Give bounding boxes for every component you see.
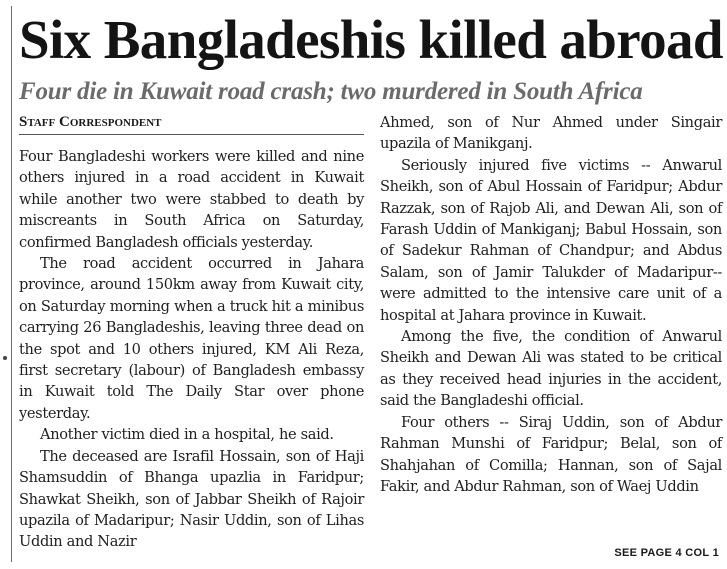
column-rule [11,6,12,562]
paragraph: The deceased are Israfil Hossain, son of Haji Shamsuddin of Bhanga upazlia in Faridpur; Shawkat Sheikh, son of Jabbar Sheikh of Rajoir upazila of Madaripur; Nasir Uddin, son of Lihas Uddin and Nazir [19,447,364,551]
subheadline: Four die in Kuwait road crash; two murdered in South Africa [19,78,643,105]
paragraph: Ahmed, son of Nur Ahmed under Singair upazila of Manikganj. [380,114,722,153]
paragraph: Four others -- Siraj Uddin, son of Abdur Rahman Munshi of Faridpur; Belal, son of Shahjahan of Comilla; Hannan, son of Sajal Fakir, and Abdur Rahman, son of Waej Uddin [380,413,722,495]
paragraph: Among the five, the condition of Anwarul Sheikh and Dewan Ali was stated to be critical as they received head injuries in the accident, said the Bangladeshi official. [380,328,722,410]
byline: Staff Correspondent [19,112,364,135]
paragraph: Four Bangladeshi workers were killed and nine others injured in a road accident in Kuwait while another two were stabbed to death by miscreants in South Africa on Saturday, confirmed Bangladesh officials yesterday. [19,148,364,251]
paragraph: Another victim died in a hospital, he said. [40,426,334,444]
continuation-note: SEE PAGE 4 COL 1 [614,547,719,559]
margin-mark [3,356,7,360]
paragraph: Seriously injured five victims -- Anwarul Sheikh, son of Abul Hossain of Faridpur; Abdur Razzak, son of Rajob Ali, and Dewan Ali, son of Farash Uddin of Mankiganj; Babul Hossain, son of Sadekur Rahman of Chandpur; and Abdus Salam, son of Jamir Talukder of Madaripur--were admitted to the intensive care unit of a hospital at Jahara province in Kuwait. [380,156,722,324]
article-column-left [19,146,364,553]
paragraph: The road accident occurred in Jahara province, around 150km away from Kuwait city, on Saturday morning when a truck hit a minibus carrying 26 Bangladeshis, leaving three dead on the spot and 10 others injured, KM Ali Reza, first secretary (labour) of Bangladesh embassy in Kuwait told The Daily Star over phone yesterday. [19,255,364,422]
article-column-right [380,112,722,497]
headline: Six Bangladeshis killed abroad [19,9,723,70]
